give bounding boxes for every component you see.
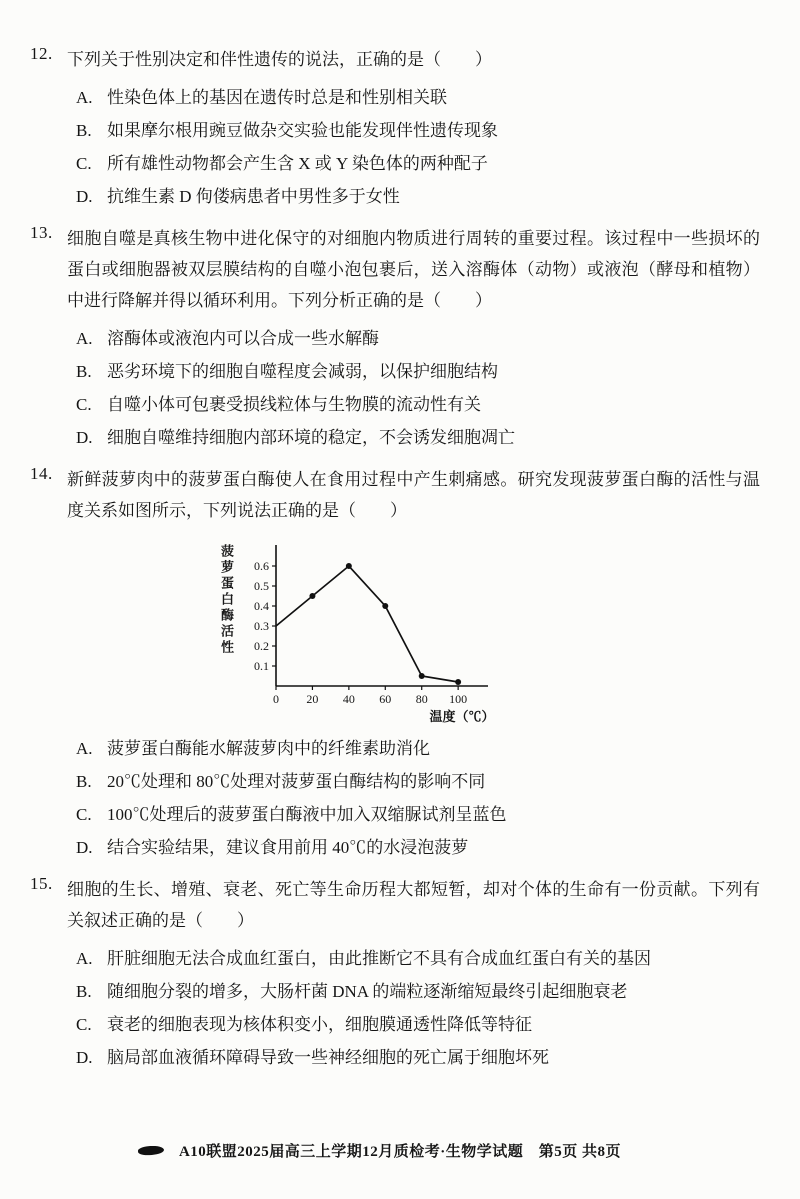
- option-12c: [67, 153, 760, 174]
- option-label: A.: [76, 739, 93, 758]
- option-label: C.: [76, 805, 92, 824]
- svg-text:80: 80: [415, 692, 428, 706]
- option-text: 自噬小体可包裹受损线粒体与生物膜的流动性有关: [107, 395, 481, 414]
- question-15: [30, 874, 760, 1068]
- option-text: 衰老的细胞表现为核体积变小，细胞膜通透性降低等特征: [107, 1015, 532, 1034]
- svg-text:40: 40: [342, 692, 355, 706]
- option-text: 脑局部血液循环障碍导致一些神经细胞的死亡属于细胞坏死: [107, 1048, 549, 1067]
- option-label: D.: [76, 428, 93, 447]
- option-14c: [67, 804, 760, 825]
- svg-text:0: 0: [273, 692, 279, 706]
- option-12a: [67, 87, 760, 108]
- option-label: D.: [76, 187, 93, 206]
- option-text: 100℃处理后的菠萝蛋白酶液中加入双缩脲试剂呈蓝色: [107, 805, 507, 824]
- svg-text:60: 60: [379, 692, 392, 706]
- option-text: 性染色体上的基因在遗传时总是和性别相关联: [107, 88, 447, 107]
- option-15a: [67, 948, 760, 969]
- option-14b: [67, 771, 760, 792]
- option-label: B.: [76, 982, 92, 1001]
- option-text: 20℃处理和 80℃处理对菠萝蛋白酶结构的影响不同: [107, 772, 486, 791]
- option-text: 溶酶体或液泡内可以合成一些水解酶: [107, 329, 379, 348]
- svg-text:20: 20: [306, 692, 319, 706]
- question-number: 13.: [30, 223, 53, 242]
- chart-y-axis-label: 菠萝蛋白酶活性: [219, 544, 234, 656]
- question-number: 14.: [30, 464, 53, 483]
- option-text: 随细胞分裂的增多，大肠杆菌 DNA 的端粒逐渐缩短最终引起细胞衰老: [107, 982, 628, 1001]
- option-13a: [67, 328, 760, 349]
- question-number: 12.: [30, 44, 53, 63]
- svg-text:0.6: 0.6: [254, 559, 269, 573]
- svg-text:0.5: 0.5: [254, 579, 269, 593]
- question-13: [30, 223, 760, 448]
- svg-text:温度（℃）: 温度（℃）: [429, 709, 495, 724]
- option-13c: [67, 394, 760, 415]
- question-14: [30, 464, 760, 858]
- question-stem: 细胞的生长、增殖、衰老、死亡等生命历程大都短暂，却对个体的生命有一份贡献。下列有关叙述正确的是（ ）: [67, 880, 760, 930]
- option-text: 细胞自噬维持细胞内部环境的稳定，不会诱发细胞凋亡: [107, 428, 515, 447]
- option-label: D.: [76, 838, 93, 857]
- question-number: 15.: [30, 874, 53, 893]
- question-stem: 细胞自噬是真核生物中进化保守的对细胞内物质进行周转的重要过程。该过程中一些损坏的蛋白或细胞器被双层膜结构的自噬小泡包裹后，送入溶酶体（动物）或液泡（酵母和植物）中进行降解并得以循环利用。下列分析正确的是（ ）: [67, 229, 760, 310]
- option-label: C.: [76, 154, 92, 173]
- option-label: B.: [76, 772, 92, 791]
- option-label: C.: [76, 1015, 92, 1034]
- option-label: D.: [76, 1048, 93, 1067]
- option-13d: [67, 427, 760, 448]
- option-13b: [67, 361, 760, 382]
- option-label: A.: [76, 88, 93, 107]
- option-text: 肝脏细胞无法合成血红蛋白，由此推断它不具有合成血红蛋白有关的基因: [107, 949, 651, 968]
- svg-text:0.4: 0.4: [254, 599, 269, 613]
- option-label: C.: [76, 395, 92, 414]
- svg-text:0.1: 0.1: [254, 659, 269, 673]
- option-label: A.: [76, 949, 93, 968]
- option-label: B.: [76, 362, 92, 381]
- option-12b: [67, 120, 760, 141]
- question-stem: 新鲜菠萝肉中的菠萝蛋白酶使人在食用过程中产生刺痛感。研究发现菠萝蛋白酶的活性与温度关系如图所示，下列说法正确的是（ ）: [67, 470, 760, 520]
- option-15d: [67, 1047, 760, 1068]
- option-label: A.: [76, 329, 93, 348]
- enzyme-activity-figure: [217, 540, 760, 726]
- option-14a: [67, 738, 760, 759]
- option-text: 所有雄性动物都会产生含 X 或 Y 染色体的两种配子: [107, 154, 488, 173]
- option-text: 结合实验结果，建议食用前用 40℃的水浸泡菠萝: [107, 838, 469, 857]
- option-14d: [67, 837, 760, 858]
- option-label: B.: [76, 121, 92, 140]
- question-12: [30, 44, 760, 207]
- option-text: 菠萝蛋白酶能水解菠萝肉中的纤维素助消化: [107, 739, 430, 758]
- enzyme-activity-chart: [240, 540, 496, 726]
- option-text: 恶劣环境下的细胞自噬程度会减弱，以保护细胞结构: [107, 362, 498, 381]
- svg-text:0.3: 0.3: [254, 619, 269, 633]
- option-15c: [67, 1014, 760, 1035]
- option-text: 如果摩尔根用豌豆做杂交实验也能发现伴性遗传现象: [107, 121, 498, 140]
- option-15b: [67, 981, 760, 1002]
- option-text: 抗维生素 D 佝偻病患者中男性多于女性: [107, 187, 400, 206]
- svg-text:0.2: 0.2: [254, 639, 269, 653]
- svg-text:100: 100: [449, 692, 468, 706]
- option-12d: [67, 186, 760, 207]
- page-footer: A10联盟2025届高三上学期12月质检考·生物学试题 第5页 共8页: [178, 1144, 622, 1160]
- question-stem: 下列关于性别决定和伴性遗传的说法，正确的是（ ）: [67, 50, 492, 69]
